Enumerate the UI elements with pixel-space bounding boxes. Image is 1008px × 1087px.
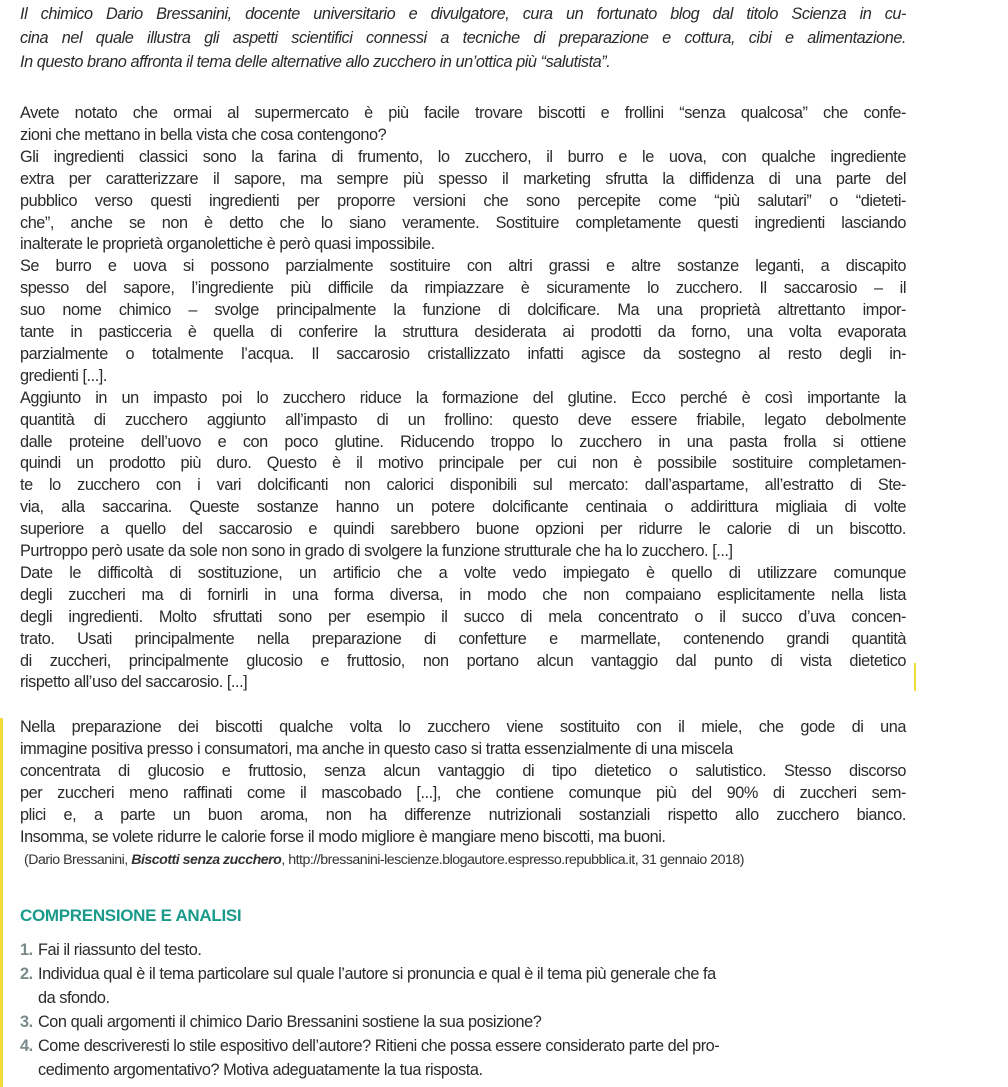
question-item (20, 1012, 541, 1032)
body-line: parzialmente o totalmente l’acqua. Il saccarosio cristallizzato infatti agisce da sostegno al resto degli in- (20, 344, 906, 363)
body-line: immagine positiva presso i consumatori, ma anche in questo caso si tratta essenzialmente di una miscela (20, 740, 733, 758)
citation-source: , http://bressanini-lescienze.blogautore.espresso.repubblica.it, 31 gennaio 2018) (281, 852, 745, 868)
body-line: suo nome chimico – svolge principalmente la funzione di dolcificare. Ma una proprietà altrettanto impor- (20, 301, 906, 320)
body-line: Nella preparazione dei biscotti qualche volta lo zucchero viene sostituito con il miele, che gode di una (20, 718, 906, 736)
body-line: spesso del sapore, l’ingrediente più difficile da rimpiazzare è sicuramente lo zucchero. Il saccarosio – il (20, 279, 906, 298)
body-line: Gli ingredienti classici sono la farina di frumento, lo zucchero, il burro e le uova, con qualche ingrediente (20, 147, 906, 166)
question-text: Come descriveresti lo stile espositivo dell’autore? Ritieni che possa essere considerato parte del pro- (38, 1037, 720, 1055)
question-text: Individua qual è il tema particolare sul quale l’autore si pronuncia e qual è il tema più generale che fa (38, 965, 716, 983)
body-line: Avete notato che ormai al supermercato è più facile trovare biscotti e frollini “senza qualcosa” che confe- (20, 104, 906, 122)
citation-author: (Dario Bressanini, (24, 852, 132, 868)
question-number: 2. (20, 965, 33, 983)
question-text: Fai il riassunto del testo. (38, 941, 202, 959)
question-item (20, 1036, 719, 1056)
body-line: inalterate le proprietà organolettiche è però quasi impossibile. (20, 235, 435, 254)
intro-line: Il chimico Dario Bressanini, docente universitario e divulgatore, cura un fortunato blog dal titolo Scienza in cu- (20, 5, 906, 23)
body-line: degli zuccheri ma di fornirli in una forma diversa, in modo che non compaiano esplicitamente nella lista (20, 585, 906, 604)
question-text-continued: cedimento argomentativo? Motiva adeguatamente la tua risposta. (38, 1061, 483, 1079)
body-line: degli ingredienti. Molto sfruttati sono per esempio il succo di mela concentrato o il succo d’uva concen- (20, 607, 906, 626)
question-text: Con quali argomenti il chimico Dario Bressanini sostiene la sua posizione? (38, 1013, 542, 1031)
body-line: pubblico verso questi ingredienti per proporre versioni che sono percepite come “più salutari” o “dieteti- (20, 191, 906, 210)
body-line: tante in pasticceria è quella di conferire la struttura desiderata ai prodotti da forno, una volta evaporata (20, 323, 906, 341)
citation (24, 852, 744, 868)
section-title: COMPRENSIONE E ANALISI (20, 906, 242, 925)
body-line: di zuccheri, principalmente glucosio e fruttosio, non portano alcun vantaggio dal punto di vista dietetico (20, 651, 906, 670)
body-line: Aggiunto in un impasto poi lo zucchero riduce la formazione del glutine. Ecco perché è così importante la (20, 388, 906, 407)
body-line: quindi un prodotto più duro. Questo è il motivo principale per cui non è possibile sostituire completamen- (20, 454, 906, 473)
citation-title: Biscotti senza zucchero (131, 852, 282, 868)
question-number: 1. (20, 941, 33, 959)
body-line: Se burro e uova si possono parzialmente sostituire con altri grassi e altre sostanze leganti, a discapito (20, 257, 906, 276)
highlight-mark-right (914, 663, 916, 691)
question-item (20, 940, 201, 960)
question-item (20, 964, 716, 984)
body-line: per zuccheri meno raffinati come il mascobado [...], che contiene comunque più del 90% di zuccheri sem- (20, 784, 906, 802)
body-line: che”, anche se non è detto che lo siano veramente. Sostituire completamente questi ingredienti lasciando (20, 213, 906, 232)
question-number: 3. (20, 1013, 33, 1031)
body-line: quantità di zucchero aggiunto all’impasto di un frollino: questo deve essere friabile, legato debolmente (20, 410, 906, 429)
body-line: Purtroppo però usate da sole non sono in grado di svolgere la funzione strutturale che ha lo zucchero. [...] (20, 542, 733, 560)
question-number: 4. (20, 1037, 33, 1055)
body-line: rispetto all’uso del saccarosio. [...] (20, 673, 248, 692)
body-line: superiore a quello del saccarosio e quindi sarebbero buone opzioni per ridurre le calorie di un biscotto. (20, 520, 906, 539)
intro-line: cina nel quale illustra gli aspetti scientifici connessi a tecniche di preparazione e cottura, cibi e alimentazione. (20, 29, 906, 47)
body-line: zioni che mettano in bella vista che cosa contengono? (20, 125, 387, 144)
body-line: concentrata di glucosio e fruttosio, senza alcun vantaggio di tipo dietetico o salutistico. Stesso discorso (20, 762, 906, 780)
body-line: extra per caratterizzare il sapore, ma sempre più spesso il marketing sfrutta la diffidenza di una parte del (20, 169, 906, 188)
body-line: Insomma, se volete ridurre le calorie forse il modo migliore è mangiare meno biscotti, ma buoni. (20, 828, 666, 846)
body-line: te lo zucchero con i vari dolcificanti non calorici disponibili sul mercato: dall’aspartame, all’estratto di Ste- (20, 476, 906, 495)
question-text-continued: da sfondo. (38, 989, 110, 1007)
intro-line: In questo brano affronta il tema delle alternative allo zucchero in un’ottica più “salutista”. (20, 53, 611, 71)
body-line: Date le difficoltà di sostituzione, un artificio che a volte vedo impiegato è quello di utilizzare comunque (20, 563, 906, 582)
highlight-bar-left (0, 718, 3, 1087)
body-line: dalle proteine dell’uovo e con poco glutine. Riducendo troppo lo zucchero in una pasta frolla si ottiene (20, 432, 906, 451)
body-line: via, alla saccarina. Queste sostanze hanno un potere dolcificante centinaia o addirittura migliaia di volte (20, 498, 906, 517)
body-line: plici e, a parte un buon aroma, non ha differenze nutrizionali sostanziali rispetto allo zucchero bianco. (20, 806, 906, 824)
body-line: trato. Usati principalmente nella preparazione di confetture e marmellate, contenendo grandi quantità (20, 629, 906, 648)
body-line: gredienti [...]. (20, 366, 107, 385)
